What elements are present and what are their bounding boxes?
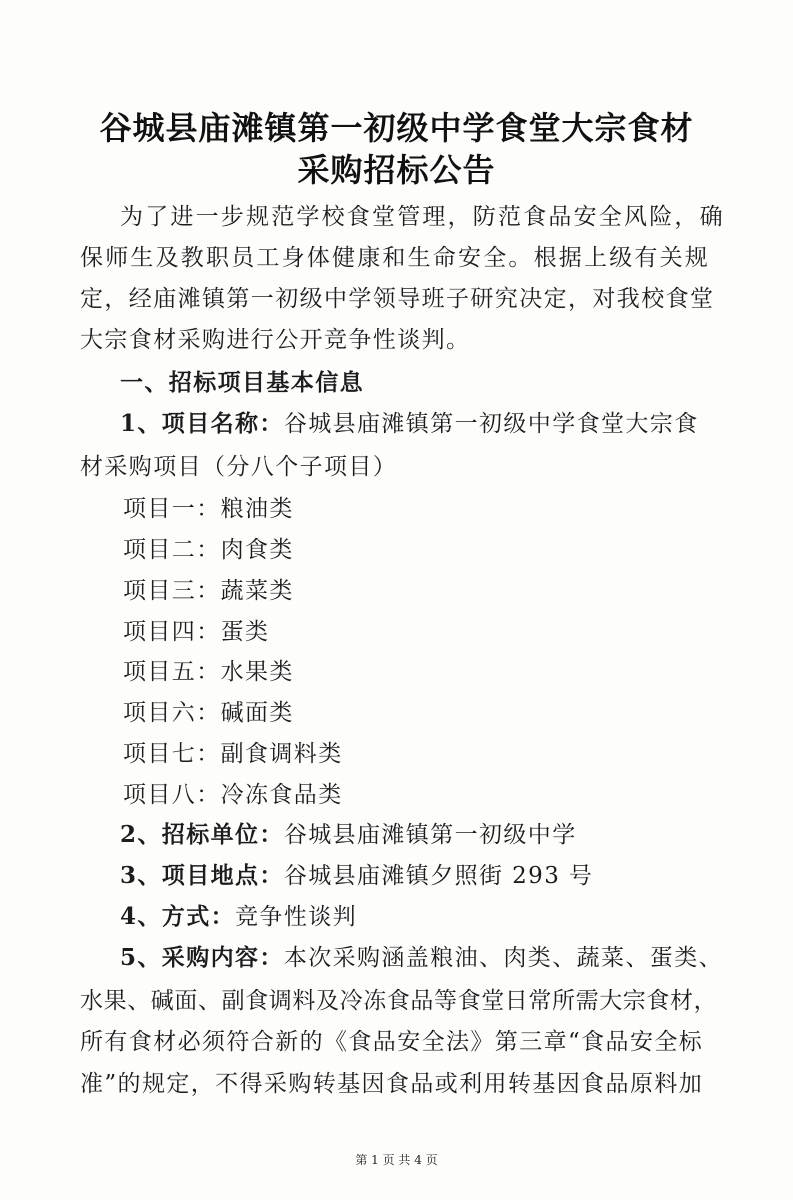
subproject-3: 项目三：蔬菜类	[123, 578, 294, 604]
item4-label: 4、方式：	[120, 903, 236, 930]
item1-value: 谷城县庙滩镇第一初级中学食堂大宗食	[283, 411, 699, 437]
page-number-footer: 第 1 页 共 4 页	[355, 1153, 438, 1167]
item5-value-line2: 水果、碱面、副食调料及冷冻食品等食堂日常所需大宗食材，	[80, 988, 718, 1014]
subproject-4: 项目四：蛋类	[123, 619, 270, 645]
item3-value: 谷城县庙滩镇夕照街 293 号	[283, 863, 594, 889]
intro-paragraph-line2: 保师生及教职员工身体健康和生命安全。根据上级有关规	[80, 245, 710, 271]
item5-label: 5、采购内容：	[120, 944, 284, 971]
subproject-5: 项目五：水果类	[123, 659, 294, 685]
item5-value-line3: 所有食材必须符合新的《食品安全法》第三章“食品安全标	[80, 1029, 704, 1055]
subproject-8: 项目八：冷冻食品类	[123, 782, 343, 808]
intro-paragraph-line4: 大宗食材采购进行公开竞争性谈判。	[80, 327, 471, 353]
item4-method	[120, 902, 760, 932]
item3-project-location	[120, 861, 760, 891]
item2-label: 2、招标单位：	[120, 821, 284, 848]
subproject-6: 项目六：碱面类	[123, 700, 294, 726]
item4-value: 竞争性谈判	[235, 904, 358, 930]
subproject-1: 项目一：粮油类	[123, 496, 294, 522]
item3-label: 3、项目地点：	[120, 862, 284, 889]
item5-value-line4: 准”的规定，不得采购转基因食品或利用转基因食品原料加	[80, 1071, 704, 1097]
item5-procurement-content	[120, 943, 724, 973]
intro-paragraph-line1: 为了进一步规范学校食堂管理，防范食品安全风险，确	[120, 204, 725, 230]
intro-paragraph-line3: 定，经庙滩镇第一初级中学领导班子研究决定，对我校食堂	[80, 286, 715, 312]
item2-value: 谷城县庙滩镇第一初级中学	[283, 822, 577, 848]
item1-value-line2: 材采购项目（分八个子项目）	[80, 454, 398, 480]
item2-bidding-unit	[120, 820, 760, 850]
document-title-line1: 谷城县庙滩镇第一初级中学食堂大宗食材	[99, 109, 694, 147]
subproject-2: 项目二：肉食类	[123, 537, 294, 563]
item1-label: 1、项目名称：	[120, 410, 284, 437]
section1-heading: 一、招标项目基本信息	[120, 369, 364, 396]
item1-project-name	[120, 409, 720, 439]
document-title-line2: 采购招标公告	[297, 151, 496, 189]
subproject-7: 项目七：副食调料类	[123, 741, 343, 767]
item5-value: 本次采购涵盖粮油、肉类、蔬菜、蛋类、	[283, 945, 724, 971]
